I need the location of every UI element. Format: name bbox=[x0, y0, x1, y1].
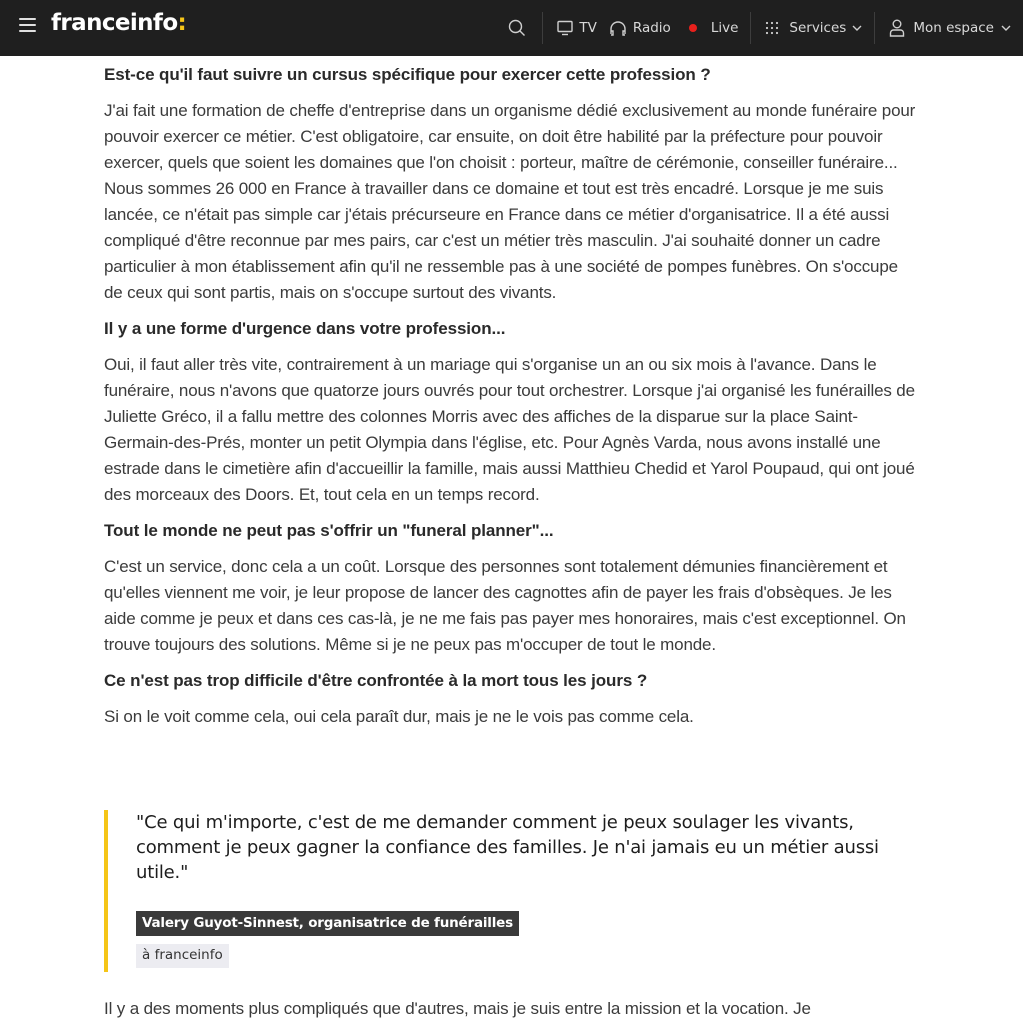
nav-live-label: Live bbox=[710, 20, 739, 36]
interview-question: Tout le monde ne peut pas s'offrir un "funeral planner"... bbox=[104, 521, 554, 540]
hamburger-menu-icon[interactable] bbox=[19, 18, 36, 32]
site-header bbox=[0, 0, 1023, 56]
nav-radio-label: Radio bbox=[632, 20, 671, 36]
nav-radio[interactable] bbox=[597, 0, 671, 56]
quote-text: "Ce qui m'importe, c'est de me demander comment je peux soulager les vivants, comment je peux gagner la confiance des familles. Je n'ai jamais eu un métier aussi utile." bbox=[136, 812, 879, 883]
nav-services-label: Services bbox=[789, 20, 847, 36]
user-icon bbox=[889, 19, 905, 37]
nav-tv-label: TV bbox=[579, 20, 597, 36]
live-indicator-icon bbox=[689, 24, 697, 32]
chevron-down-icon bbox=[1001, 25, 1011, 31]
logo-text: franceinfo bbox=[51, 10, 178, 36]
interview-answer: Si on le voit comme cela, oui cela paraît dur, mais je ne le vois pas comme cela. bbox=[104, 707, 694, 726]
interview-question: Ce n'est pas trop difficile d'être confrontée à la mort tous les jours ? bbox=[104, 671, 648, 690]
interview-question: Est-ce qu'il faut suivre un cursus spécifique pour exercer cette profession ? bbox=[104, 65, 711, 84]
search-button[interactable] bbox=[508, 0, 542, 56]
tv-icon bbox=[557, 20, 573, 36]
article-body bbox=[104, 62, 916, 730]
franceinfo-logo[interactable] bbox=[51, 10, 186, 36]
grid-dots-icon bbox=[765, 21, 779, 35]
nav-account[interactable] bbox=[875, 0, 1023, 56]
search-icon bbox=[508, 19, 526, 37]
nav-live[interactable] bbox=[671, 0, 751, 56]
quote-source: à franceinfo bbox=[136, 944, 229, 968]
headphones-icon bbox=[609, 20, 627, 36]
interview-answer: J'ai fait une formation de cheffe d'entreprise dans un organisme dédié exclusivement au monde funéraire pour pouvoir exercer ce métier. C'est obligatoire, car ensuite, on doit être habilité par la préfecture pour pouvoir exercer, quels que soient les domaines que l'on choisit : porteur, maître de cérémonie, conseiller funéraire... Nous sommes 26 000 en France à travailler dans ce domaine et tout est très encadré. Lorsque je me suis lancée, ce n'était pas simple car j'étais précurseure en France dans ce métier d'organisatrice. Il a été aussi compliqué d'être reconnue par mes pairs, car c'est un métier très masculin. J'ai souhaité donner un cadre particulier à mon établissement afin qu'il ne ressemble pas à une société de pompes funèbres. On s'occupe de ceux qui sont partis, mais on s'occupe surtout des vivants. bbox=[104, 101, 916, 302]
pull-quote bbox=[104, 810, 904, 972]
logo-colon: : bbox=[177, 10, 187, 36]
nav-account-label: Mon espace bbox=[913, 20, 994, 36]
nav-tv[interactable] bbox=[543, 0, 596, 56]
interview-answer: Oui, il faut aller très vite, contrairement à un mariage qui s'organise un an ou six mois à l'avance. Dans le funéraire, nous n'avons que quatorze jours ouvrés pour tout orchestrer. Lorsque j'ai organisé les funérailles de Juliette Gréco, il a fallu mettre des colonnes Morris avec des affiches de la disparue sur la place Saint-Germain-des-Prés, monter un petit Olympia dans l'église, etc. Pour Agnès Varda, nous avons installé une estrade dans le cimetière afin d'accueillir la famille, mais aussi Matthieu Chedid et Yarol Poupaud, qui ont joué des morceaux des Doors. Et, tout cela en un temps record. bbox=[104, 355, 915, 504]
article-paragraph: Il y a des moments plus compliqués que d'autres, mais je suis entre la mission et la vocation. Je bbox=[104, 999, 811, 1018]
quote-author: Valery Guyot-Sinnest, organisatrice de funérailles bbox=[136, 911, 519, 936]
header-nav bbox=[508, 0, 1023, 56]
interview-question: Il y a une forme d'urgence dans votre profession... bbox=[104, 319, 506, 338]
chevron-down-icon bbox=[852, 25, 862, 31]
nav-services[interactable] bbox=[751, 0, 874, 56]
interview-answer: C'est un service, donc cela a un coût. Lorsque des personnes sont totalement démunies financièrement et qu'elles viennent me voir, je leur propose de lancer des cagnottes afin de payer les frais d'obsèques. Je les aide comme je peux et dans ces cas-là, je ne me fais pas payer mes honoraires, mais c'est exceptionnel. On trouve toujours des solutions. Même si je ne peux pas m'occuper de tout le monde. bbox=[104, 557, 906, 654]
